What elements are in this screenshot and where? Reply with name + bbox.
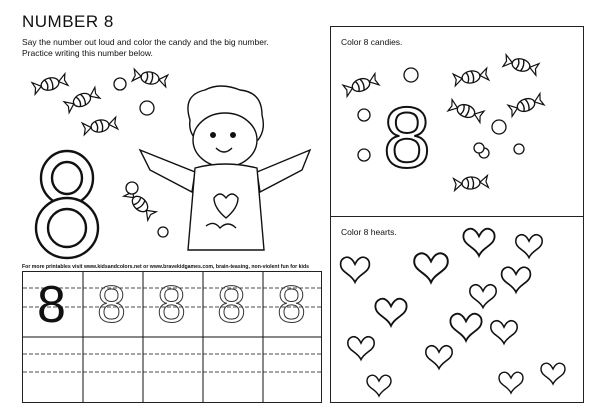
candy-illustration: [331, 27, 583, 217]
trace-digit-dashed[interactable]: 8: [97, 276, 126, 334]
heart-icon: [450, 314, 481, 341]
ball-candy: [514, 144, 524, 154]
trace-digit-dashed[interactable]: 8: [277, 276, 306, 334]
ball-candy: [114, 78, 126, 90]
big-number-8-outline: [36, 151, 98, 258]
heart-icon: [414, 253, 448, 282]
heart-icon: [516, 235, 542, 258]
page-title: NUMBER 8: [22, 12, 114, 31]
candy-icon: [82, 117, 118, 135]
heart-icon: [463, 229, 494, 256]
ball-candy: [404, 68, 418, 82]
candy-icon: [508, 94, 544, 117]
ball-candy: [140, 101, 154, 115]
left-illustration: [0, 0, 330, 270]
instructions-line-2: Practice writing this number below.: [22, 48, 153, 58]
heart-icon: [426, 346, 452, 369]
trace-digit-dashed[interactable]: 8: [217, 276, 246, 334]
hearts-box: [330, 216, 584, 403]
candy-icon: [454, 176, 489, 191]
ball-candy: [126, 182, 138, 194]
heart-icon: [348, 337, 374, 360]
ball-candy: [358, 149, 370, 161]
heart-icon: [541, 363, 565, 384]
tracing-grid: [22, 271, 322, 403]
heart-icon: [491, 321, 517, 344]
heart-icon: [367, 375, 391, 396]
footer-text: For more printables visit www.kidsandcolors.net or www.bravekidgames.com, brain-teasing, non-violent fun for kids: [22, 264, 309, 270]
candy-box: [330, 26, 584, 218]
candy-box-label: Color 8 candies.: [341, 37, 403, 47]
candy-icon: [503, 55, 539, 75]
heart-icon: [502, 267, 531, 292]
child-drawing: [140, 86, 310, 250]
ball-candy: [474, 143, 484, 153]
ball-candy: [358, 109, 370, 121]
instructions-line-1: Say the number out loud and color the candy and the big number.: [22, 37, 269, 47]
candy-icon: [448, 100, 484, 123]
candy-icon: [132, 69, 168, 87]
hearts-box-label: Color 8 hearts.: [341, 227, 397, 237]
ball-candy: [492, 120, 506, 134]
candy-icon: [343, 74, 379, 97]
ball-candy: [158, 227, 168, 237]
heart-icon: [341, 257, 370, 282]
hearts-illustration: [331, 217, 583, 402]
heart-icon: [375, 299, 406, 326]
candy-icon: [453, 68, 489, 86]
sample-digit: 8: [37, 276, 66, 334]
heart-icon: [470, 285, 496, 308]
trace-digit-dashed[interactable]: 8: [157, 276, 186, 334]
heart-icon: [499, 372, 523, 393]
candy-box-big-number: 8: [383, 90, 431, 186]
candy-icon: [32, 74, 68, 94]
candy-icon: [64, 87, 100, 112]
